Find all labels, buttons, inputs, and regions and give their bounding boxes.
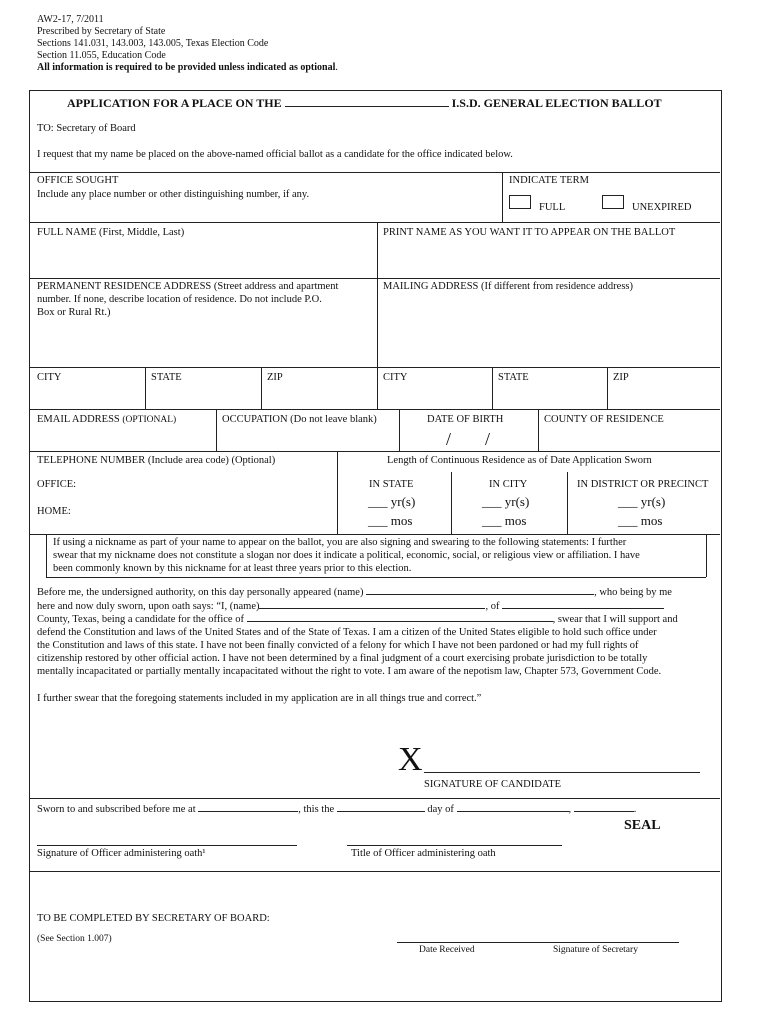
residence-address-hint: Box or Rural Rt.) [37,307,111,318]
office-sought-label: OFFICE SOUGHT [37,175,119,186]
officer-signature-label: Signature of Officer administering oath¹ [37,848,206,859]
sworn-line: Sworn to and subscribed before me at , this the day of , . [37,804,637,815]
county-label: COUNTY OF RESIDENCE [544,414,664,425]
in-city-months[interactable]: ___ mos [482,513,527,528]
divider [29,871,720,872]
divider [492,367,493,409]
secretary-heading: TO BE COMPLETED BY SECRETARY OF BOARD: [37,913,270,924]
divider [145,367,146,409]
divider [538,409,539,451]
prescribed-by: Prescribed by Secretary of State [37,26,166,37]
to-line: TO: Secretary of Board [37,123,136,134]
office-phone-label: OFFICE: [37,479,77,490]
sworn-day-blank[interactable] [337,811,425,812]
divider [377,222,378,367]
oath-line: mentally incapacitated or partially mentally incapacitated without the right to vote. I am aware of the nepotism law, Chapter 573, Government Code. [37,666,662,677]
divider [337,451,338,534]
office-sought-hint: Include any place number or other distinguishing number, if any. [37,189,310,200]
in-city-years[interactable]: ___ yr(s) [482,494,530,509]
sworn-year-blank[interactable] [574,811,634,812]
residence-city-label: CITY [37,372,62,383]
office-blank[interactable] [247,621,553,622]
divider [502,172,503,222]
candidate-signature-label: SIGNATURE OF CANDIDATE [424,779,562,790]
full-term-checkbox[interactable] [509,195,531,209]
mailing-address-label: MAILING ADDRESS (If different from residence address) [383,281,633,292]
request-line: I request that my name be placed on the above-named official ballot as a candidate for the office indicated below. [37,149,513,160]
dob-slash: / [485,429,491,449]
divider [29,451,720,452]
secretary-line[interactable] [397,942,679,943]
mailing-state-label: STATE [498,372,529,383]
sections-election-code: Sections 141.031, 143.003, 143.005, Texas Election Code [37,38,269,49]
mailing-zip-label: ZIP [613,372,629,383]
full-name-label: FULL NAME (First, Middle, Last) [37,227,185,238]
officer-signature-line[interactable] [37,845,297,846]
residence-length-label: Length of Continuous Residence as of Date Application Sworn [387,455,652,466]
oath-line: here and now duly sworn, upon oath says: “I, (name) , of [37,601,664,612]
in-state-years[interactable]: ___ yr(s) [368,494,416,509]
home-phone-label: HOME: [37,506,71,517]
divider [29,172,720,173]
oath-line: defend the Constitution and laws of the United States and of the State of Texas. I am a citizen of the United States eligible to hold such office under [37,627,657,638]
in-state-label: IN STATE [369,479,414,490]
nickname-statement: swear that my nickname does not constitute a slogan nor does it indicate a political, economic, social, or religious view or affiliation. I have [53,550,640,561]
email-label: EMAIL ADDRESS (OPTIONAL) [37,414,177,425]
officer-title-label: Title of Officer administering oath [351,848,496,859]
divider [29,409,720,410]
secretary-signature-label: Signature of Secretary [553,945,638,955]
in-state-months[interactable]: ___ mos [368,513,413,528]
occupation-label: OCCUPATION (Do not leave blank) [222,414,377,425]
residence-zip-label: ZIP [267,372,283,383]
divider [567,472,568,534]
nickname-statement: been commonly known by this nickname for at least three years prior to this election. [53,563,412,574]
indicate-term-label: INDICATE TERM [509,175,590,186]
seal-label: SEAL [624,818,661,833]
county-blank[interactable] [502,608,664,609]
see-section: (See Section 1.007) [37,934,112,944]
required-notice: All information is required to be provided unless indicated as optional. [37,62,338,73]
dob-label: DATE OF BIRTH [427,414,504,425]
signature-x: X [398,741,423,778]
divider [706,534,707,577]
unexpired-term-checkbox[interactable] [602,195,624,209]
divider [46,577,706,578]
candidate-signature-line[interactable] [424,772,700,773]
election-name-blank[interactable] [285,106,449,107]
mailing-city-label: CITY [383,372,408,383]
dob-slash: / [446,429,452,449]
telephone-label: TELEPHONE NUMBER (Include area code) (Optional) [37,455,276,466]
appeared-name-blank[interactable] [366,594,594,595]
in-district-months[interactable]: ___ mos [618,513,663,528]
divider [399,409,400,451]
form-id: AW2-17, 7/2011 [37,14,104,25]
divider [607,367,608,409]
nickname-statement: If using a nickname as part of your name to appear on the ballot, you are also signing and swearing to the following statements: I further [53,537,627,548]
officer-title-line[interactable] [347,845,562,846]
sworn-place-blank[interactable] [198,811,298,812]
print-name-label: PRINT NAME AS YOU WANT IT TO APPEAR ON THE BALLOT [383,227,676,238]
divider [29,798,720,799]
oath-line: the Constitution and laws of this state. I have not been finally convicted of a felony for which I have not been pardoned or had my full rights of [37,640,639,651]
in-district-label: IN DISTRICT OR PRECINCT [577,479,709,490]
divider [216,409,217,451]
oath-line: County, Texas, being a candidate for the office of , swear that I will support and [37,614,678,625]
oath-line: Before me, the undersigned authority, on this day personally appeared (name) , who being by me [37,587,672,598]
date-received-label: Date Received [419,945,475,955]
residence-address-label: PERMANENT RESIDENCE ADDRESS (Street address and apartment [37,281,339,292]
candidate-name-blank[interactable] [259,608,485,609]
divider [29,222,720,223]
section-education-code: Section 11.055, Education Code [37,50,166,61]
full-term-label: FULL [539,202,566,213]
divider [451,472,452,534]
sworn-month-blank[interactable] [457,811,569,812]
divider [29,278,720,279]
form-header [37,14,338,74]
in-city-label: IN CITY [489,479,528,490]
residence-address-hint: number. If none, describe location of residence. Do not include P.O. [37,294,322,305]
divider [29,367,720,368]
divider [46,534,47,577]
residence-state-label: STATE [151,372,182,383]
in-district-years[interactable]: ___ yr(s) [618,494,666,509]
further-swear: I further swear that the foregoing statements included in my application are in all things true and correct.” [37,693,482,704]
divider [261,367,262,409]
divider [29,534,720,535]
unexpired-term-label: UNEXPIRED [632,202,692,213]
page-title: APPLICATION FOR A PLACE ON THE I.S.D. GENERAL ELECTION BALLOT [67,96,662,110]
divider [377,367,378,409]
oath-line: citizenship restored by other official action. I have not been determined by a final judgment of a court exercising probate jurisdiction to be totally [37,653,648,664]
